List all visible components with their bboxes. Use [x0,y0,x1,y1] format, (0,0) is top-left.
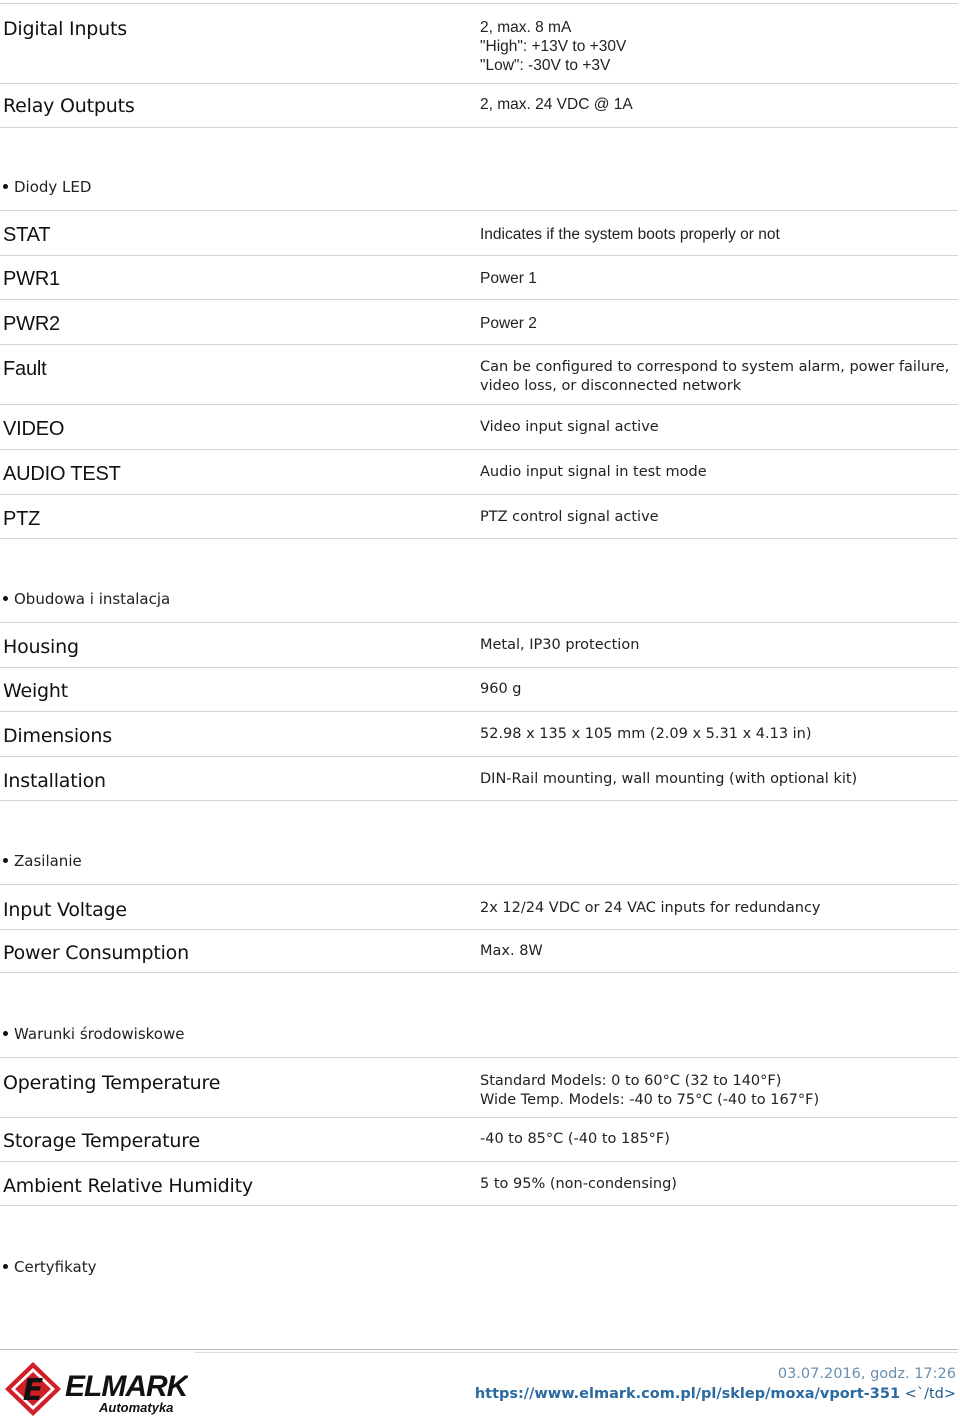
logo-subtext: Automatyka [99,1400,174,1415]
footer-url[interactable] [475,1386,956,1402]
spec-value: 5 to 95% (non-condensing) [480,1176,677,1192]
elmark-logo [3,1360,188,1418]
bullet-icon [3,858,8,863]
spec-row-audio-test [0,450,958,495]
value-line: "High": +13V to +30V [480,38,627,55]
product-link[interactable]: https://www.elmark.com.pl/pl/sklep/moxa/vport-351 [474,1386,901,1402]
spec-value [480,18,626,75]
spec-row-ambient-humidity [0,1162,958,1206]
spec-label: Digital Inputs [3,18,127,40]
spec-value [480,1072,819,1110]
spec-row-housing [0,622,958,668]
spec-label: VIDEO [3,418,65,440]
value-line: "Low": -30V to +3V [480,57,611,74]
spec-label: Input Voltage [3,899,127,921]
url-suffix: <`/td> [900,1386,956,1402]
section-title-certificates: Certyfikaty [3,1258,96,1276]
value-line: Standard Models: 0 to 60°C (32 to 140°F) [480,1073,782,1089]
footer-date: 03.07.2016, godz. 17:26 [777,1366,956,1382]
spec-value: -40 to 85°C (-40 to 185°F) [480,1131,670,1147]
section-title-power: Zasilanie [3,852,82,870]
spec-value: DIN-Rail mounting, wall mounting (with optional kit) [480,771,858,787]
spec-row-pwr2 [0,300,958,345]
spec-label: Operating Temperature [3,1072,221,1094]
spec-value: Audio input signal in test mode [480,464,707,480]
spec-row-operating-temperature [0,1057,958,1118]
spec-value: Indicates if the system boots properly or not [480,226,780,243]
spec-label: Fault [3,358,47,380]
spec-label: PWR1 [3,268,60,290]
spec-label: Housing [3,636,79,658]
section-title-housing: Obudowa i instalacja [3,590,170,608]
spec-value: PTZ control signal active [480,509,659,525]
value-line: video loss, or disconnected network [480,378,742,394]
spec-row-stat [0,210,958,256]
logo-emblem-icon [5,1362,61,1416]
spec-value: 960 g [480,681,522,697]
spec-label: Storage Temperature [3,1130,200,1152]
spec-row-installation [0,757,958,801]
spec-value: 2x 12/24 VDC or 24 VAC inputs for redundancy [480,900,821,916]
footer-divider [0,1349,958,1350]
spec-value: Metal, IP30 protection [480,637,640,653]
spec-label: Dimensions [3,725,112,747]
spec-label: AUDIO TEST [3,463,121,485]
spec-value: 52.98 x 135 x 105 mm (2.09 x 5.31 x 4.13 in) [480,726,812,742]
spec-row-weight [0,667,958,712]
spec-row-ptz [0,495,958,539]
value-line: Can be configured to correspond to system alarm, power failure, [480,359,950,375]
spec-value: Video input signal active [480,419,659,435]
section-title-leds: Diody LED [3,178,91,196]
spec-label: Weight [3,680,68,702]
spec-value: Max. 8W [480,943,543,959]
spec-label: STAT [3,224,51,246]
spec-row-storage-temperature [0,1117,958,1162]
spec-row-digital-inputs [0,3,958,84]
bullet-icon [3,596,8,601]
spec-row-pwr1 [0,255,958,300]
spec-row-relay-outputs [0,83,958,128]
bullet-icon [3,184,8,189]
spec-value [480,358,949,396]
spec-row-power-consumption [0,929,958,973]
spec-label: PWR2 [3,313,60,335]
spec-value: 2, max. 24 VDC @ 1A [480,96,633,113]
spec-label: Relay Outputs [3,95,135,117]
spec-row-input-voltage [0,884,958,930]
spec-value: Power 1 [480,270,537,287]
spec-row-fault [0,345,958,405]
value-line: 2, max. 8 mA [480,19,572,36]
spec-value: Power 2 [480,315,537,332]
section-title-environment: Warunki środowiskowe [3,1025,184,1043]
spec-row-dimensions [0,712,958,757]
spec-label: Power Consumption [3,942,189,964]
logo-text: ELMARK [65,1370,188,1403]
spec-label: Ambient Relative Humidity [3,1175,253,1197]
spec-label: Installation [3,770,106,792]
spec-label: PTZ [3,508,41,530]
spec-row-video [0,405,958,450]
svg-text:E: E [22,1373,44,1408]
footer-divider-secondary [195,1352,958,1353]
bullet-icon [3,1031,8,1036]
value-line: Wide Temp. Models: -40 to 75°C (-40 to 167°F) [480,1092,820,1108]
bullet-icon [3,1264,8,1269]
